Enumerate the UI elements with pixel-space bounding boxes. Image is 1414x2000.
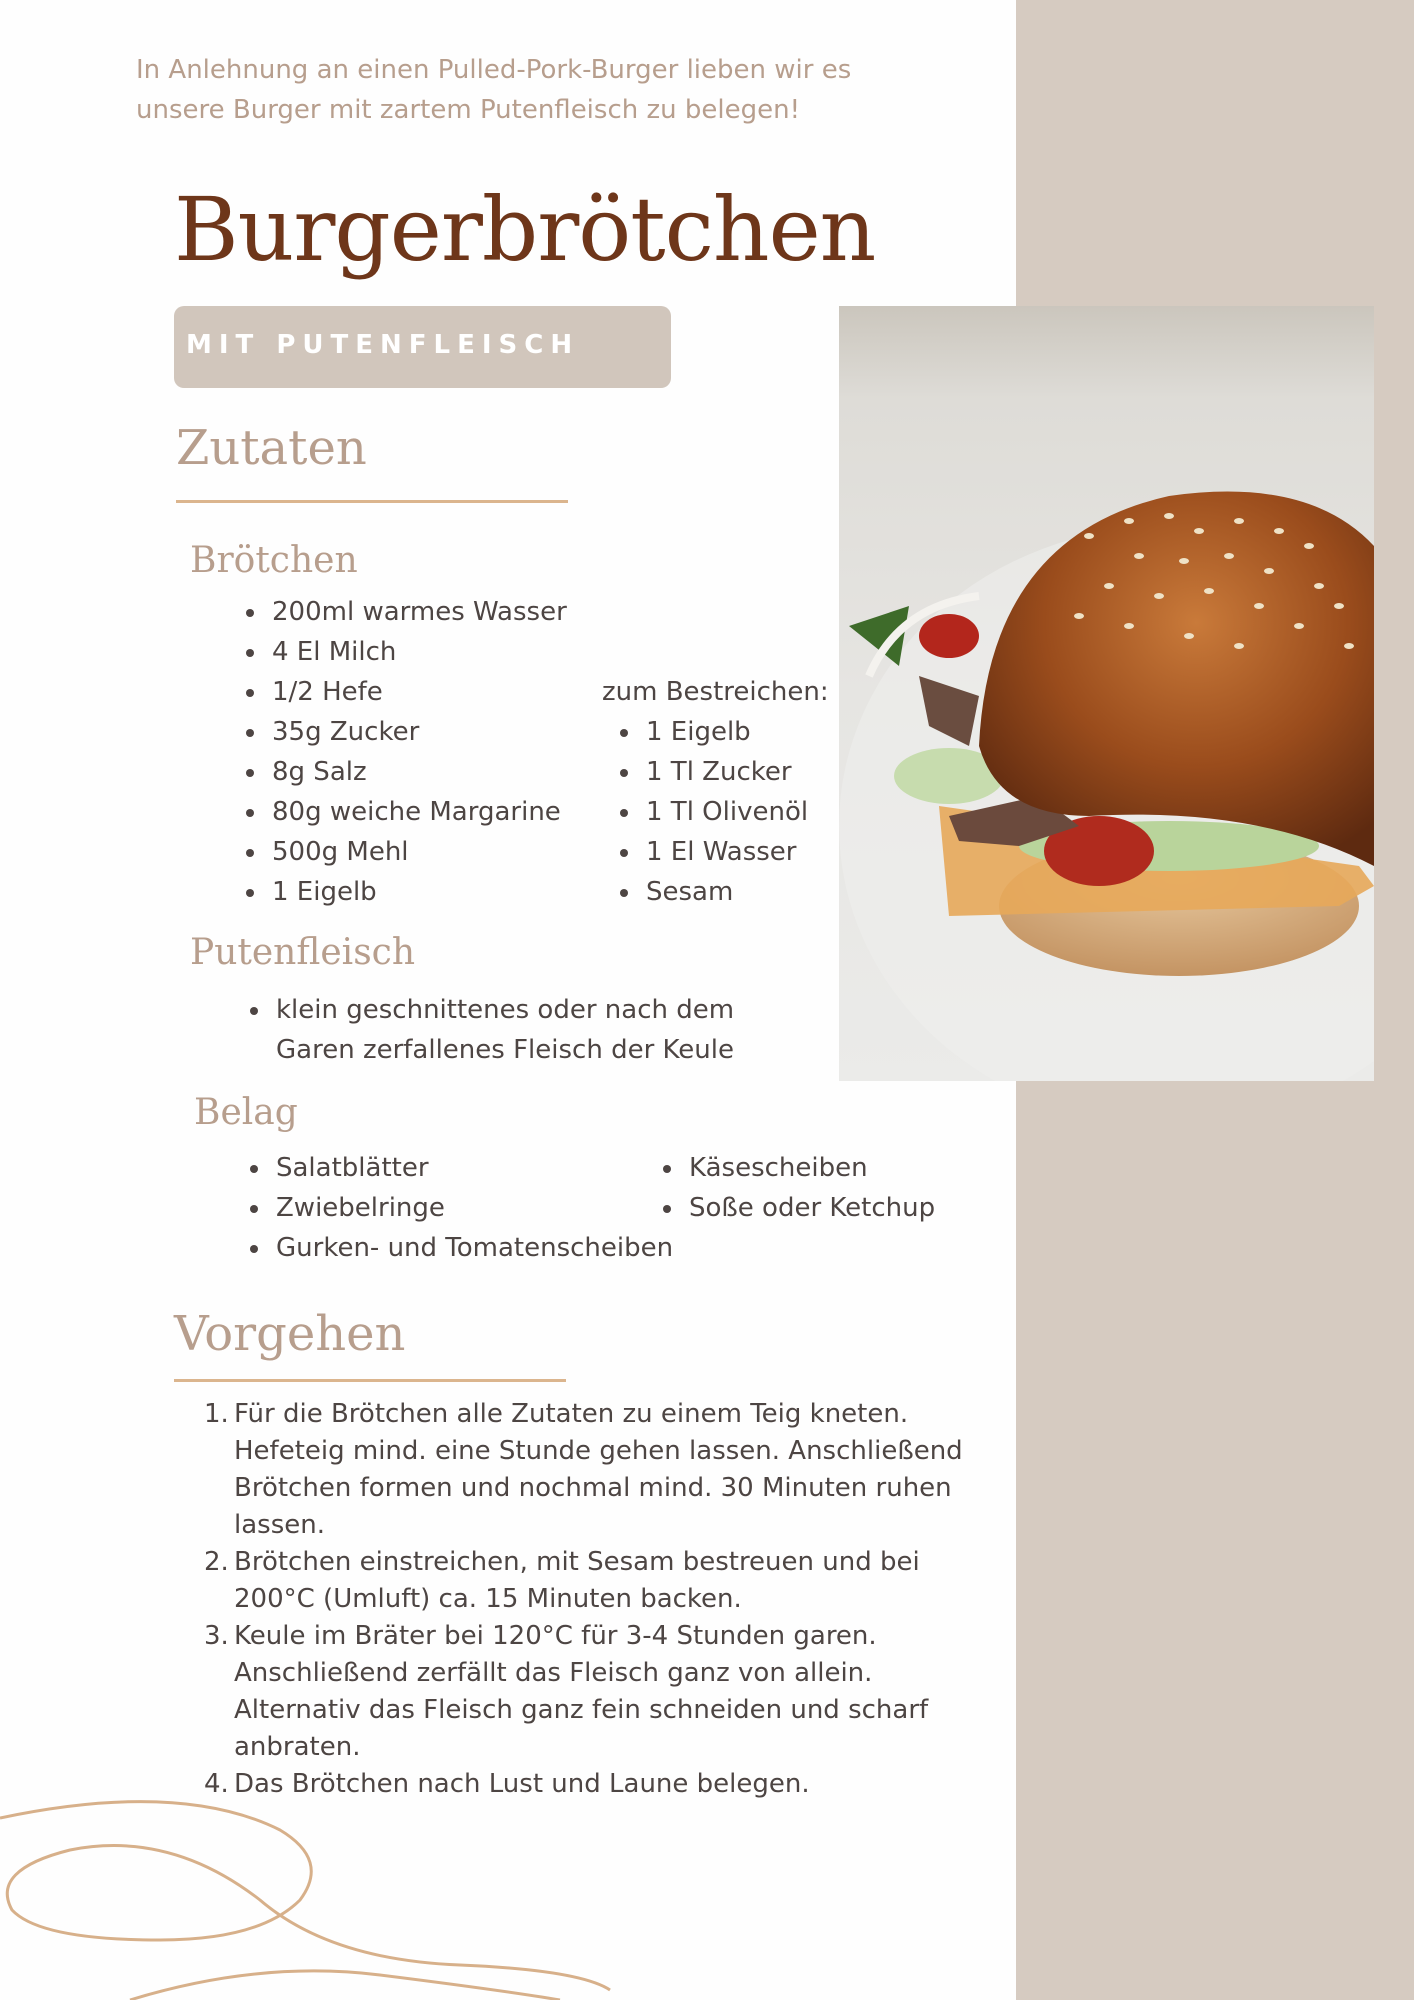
list-item: klein geschnittenes oder nach dem Garen zerfallenes Fleisch der Keule [242,990,782,1070]
burger-photo [839,306,1374,1081]
method-underline [174,1379,566,1382]
method-heading: Vorgehen [174,1306,406,1362]
putenfleisch-heading: Putenfleisch [190,932,416,973]
ingredients-heading: Zutaten [176,420,367,476]
step-number: 3. [204,1621,229,1651]
list-item: 35g Zucker [238,712,567,752]
list-item: 1 El Wasser [612,832,808,872]
list-item: 1 Tl Zucker [612,752,808,792]
list-item: Gurken- und Tomatenscheiben [242,1228,673,1268]
step-text: Das Brötchen nach Lust und Laune belegen. [234,1769,810,1799]
belag-list-left [242,1148,673,1268]
belag-list-right [655,1148,935,1228]
list-item: 1 Eigelb [612,712,808,752]
step-item [204,1618,998,1766]
method-steps [204,1396,998,1803]
list-item: 8g Salz [238,752,567,792]
ingredients-underline [176,500,568,503]
list-item: 200ml warmes Wasser [238,592,567,632]
decorative-swirl [0,1790,640,2000]
step-text: Brötchen einstreichen, mit Sesam bestreuen und bei 200°C (Umluft) ca. 15 Minuten backen. [234,1547,920,1614]
list-item: 1/2 Hefe [238,672,567,712]
list-item: Sesam [612,872,808,912]
bestreichen-list [612,712,808,912]
list-item: Salatblätter [242,1148,673,1188]
subtitle-banner [174,306,671,388]
list-item: 80g weiche Margarine [238,792,567,832]
step-item [204,1544,998,1618]
list-item: 500g Mehl [238,832,567,872]
bestreichen-label: zum Bestreichen: [602,677,829,707]
step-number: 1. [204,1399,229,1429]
putenfleisch-list [242,990,782,1070]
step-text: Keule im Bräter bei 120°C für 3-4 Stunden garen. Anschließend zerfällt das Fleisch ganz von allein. Alternativ das Fleisch ganz fein schneiden und scharf anbraten. [234,1621,929,1762]
step-item [204,1396,998,1544]
list-item: 1 Tl Olivenöl [612,792,808,832]
intro-text: In Anlehnung an einen Pulled-Pork-Burger lieben wir es unsere Burger mit zartem Putenfleisch zu belegen! [136,55,852,125]
recipe-title: Burgerbrötchen [174,178,876,281]
step-number: 2. [204,1547,229,1577]
list-item: Soße oder Ketchup [655,1188,935,1228]
step-number: 4. [204,1769,229,1799]
list-item: Zwiebelringe [242,1188,673,1228]
broetchen-list [238,592,567,912]
list-item: 4 El Milch [238,632,567,672]
step-text: Für die Brötchen alle Zutaten zu einem Teig kneten. Hefeteig mind. eine Stunde gehen lassen. Anschließend Brötchen formen und nochmal mind. 30 Minuten ruhen lassen. [234,1399,963,1540]
subtitle-text: MIT PUTENFLEISCH [186,330,580,360]
list-item: Käsescheiben [655,1148,935,1188]
belag-heading: Belag [194,1092,298,1133]
list-item: 1 Eigelb [238,872,567,912]
broetchen-heading: Brötchen [190,540,358,581]
